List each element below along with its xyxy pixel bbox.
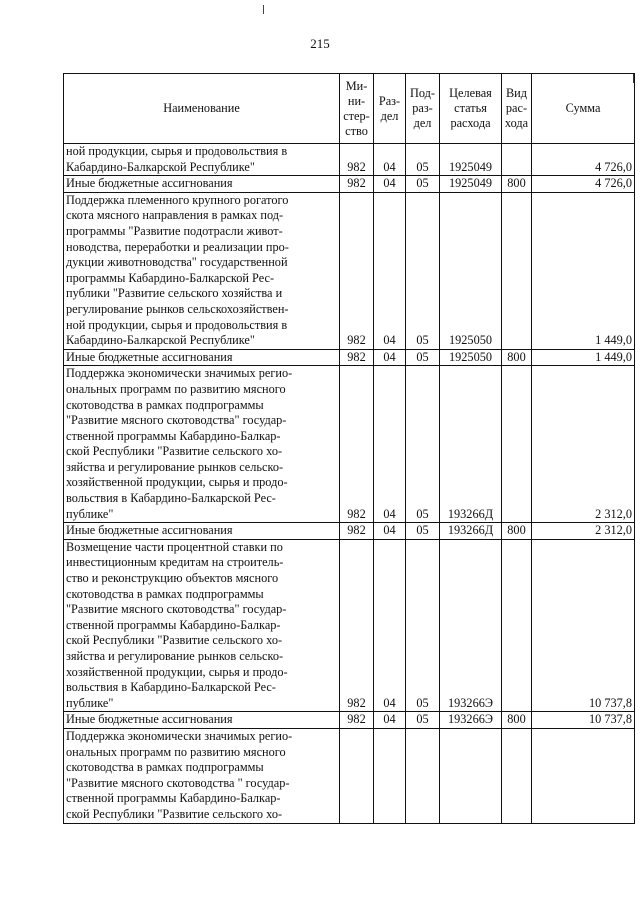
cell-name: ной продукции, сырья и продовольствия в Кабардино-Балкарской Республике" (64, 144, 340, 176)
header-expense-type: Вид рас- хода (502, 74, 532, 144)
table-row (64, 144, 635, 176)
cell-expense-type (502, 728, 532, 823)
cell-name: Поддержка племенного крупного рогатого скота мясного направления в рамках под- программы "Развитие подотрасли живот- новодства, переработки и реализации про- дукции животноводства" государственной программы Кабардино-Балкарской Рес- публики "Развитие сельского хозяйства и регулирование рынков сельскохозяйствен- ной продукции, сырья и продовольствия в Кабардино-Балкарской Республике" (64, 192, 340, 349)
cell-expense-type: 800 (502, 176, 532, 193)
cell-name: Поддержка экономически значимых регио- ональных программ по развитию мясного скотоводства в рамках подпрограммы "Развитие мясного скотоводства" государ- ственной программы Кабардино-Балкар- ской Республики "Развитие сельского хо- зяйства и регулирование рынков сельско- хозяйственной продукции, сырья и продо- вольствия в Кабардино-Балкарской Рес- публике" (64, 366, 340, 523)
cell-amount: 10 737,8 (532, 539, 635, 712)
table-row (64, 349, 635, 366)
table-row (64, 192, 635, 349)
table-row (64, 176, 635, 193)
cell-name: Возмещение части процентной ставки по инвестиционным кредитам на строитель- ство и реконструкцию объектов мясного скотоводства в рамках подпрограммы "Развитие мясного скотоводства" государ- ственной программы Кабардино-Балкар- ской Республики "Развитие сельского хо- зяйства и регулирование рынков сельско- хозяйственной продукции, сырья и продо- вольствия в Кабардино-Балкарской Рес- публике" (64, 539, 340, 712)
header-target-article: Целевая статья расхода (440, 74, 502, 144)
cell-ministry: 982 (340, 176, 374, 193)
table-row (64, 523, 635, 540)
cell-section (374, 728, 406, 823)
header-section: Раз- дел (374, 74, 406, 144)
cell-amount: 2 312,0 (532, 366, 635, 523)
table-header-row (64, 74, 635, 144)
header-ministry: Ми- ни- стер- ство (340, 74, 374, 144)
cell-expense-type (502, 144, 532, 176)
header-subsection: Под- раз- дел (406, 74, 440, 144)
table-row (64, 539, 635, 712)
cell-amount: 1 449,0 (532, 192, 635, 349)
table-row (64, 366, 635, 523)
cell-subsection: 05 (406, 712, 440, 729)
cell-subsection: 05 (406, 144, 440, 176)
cell-target-article: 1925049 (440, 176, 502, 193)
cell-target-article: 1925050 (440, 192, 502, 349)
header-amount: Сумма (532, 74, 635, 144)
cell-section: 04 (374, 144, 406, 176)
cell-amount: 2 312,0 (532, 523, 635, 540)
cell-name: Иные бюджетные ассигнования (64, 176, 340, 193)
cell-expense-type (502, 539, 532, 712)
cell-target-article: 193266Э (440, 539, 502, 712)
cell-subsection: 05 (406, 192, 440, 349)
cell-amount: 1 449,0 (532, 349, 635, 366)
cell-ministry: 982 (340, 523, 374, 540)
cell-name: Иные бюджетные ассигнования (64, 523, 340, 540)
cell-ministry: 982 (340, 539, 374, 712)
cell-subsection: 05 (406, 523, 440, 540)
cell-ministry: 982 (340, 366, 374, 523)
cell-target-article: 193266Э (440, 712, 502, 729)
cell-expense-type: 800 (502, 712, 532, 729)
cell-ministry: 982 (340, 349, 374, 366)
cell-section: 04 (374, 192, 406, 349)
cell-expense-type: 800 (502, 349, 532, 366)
budget-table (63, 73, 635, 824)
cell-expense-type: 800 (502, 523, 532, 540)
cell-amount: 4 726,0 (532, 176, 635, 193)
cell-ministry: 982 (340, 144, 374, 176)
cell-section: 04 (374, 712, 406, 729)
table-row (64, 728, 635, 823)
scan-artifact-mark (263, 5, 264, 14)
cell-section: 04 (374, 523, 406, 540)
cell-target-article: 193266Д (440, 366, 502, 523)
cell-name: Иные бюджетные ассигнования (64, 712, 340, 729)
cell-ministry (340, 728, 374, 823)
cell-section: 04 (374, 349, 406, 366)
cell-subsection: 05 (406, 366, 440, 523)
cell-target-article (440, 728, 502, 823)
cell-ministry: 982 (340, 712, 374, 729)
page-number: 215 (310, 36, 330, 51)
cell-subsection: 05 (406, 176, 440, 193)
cell-target-article: 193266Д (440, 523, 502, 540)
cell-ministry: 982 (340, 192, 374, 349)
cell-subsection: 05 (406, 349, 440, 366)
cell-name: Иные бюджетные ассигнования (64, 349, 340, 366)
cell-name: Поддержка экономически значимых регио- ональных программ по развитию мясного скотоводства в рамках подпрограммы "Развитие мясного скотоводства " государ- ственной программы Кабардино-Балкар- ской Республики "Развитие сельского хо- (64, 728, 340, 823)
header-name: Наименование (64, 74, 340, 144)
cell-amount: 10 737,8 (532, 712, 635, 729)
cell-subsection: 05 (406, 539, 440, 712)
cell-section: 04 (374, 539, 406, 712)
cell-target-article: 1925049 (440, 144, 502, 176)
cell-subsection (406, 728, 440, 823)
cell-expense-type (502, 192, 532, 349)
cell-section: 04 (374, 176, 406, 193)
cell-expense-type (502, 366, 532, 523)
cell-section: 04 (374, 366, 406, 523)
table-row (64, 712, 635, 729)
cell-target-article: 1925050 (440, 349, 502, 366)
table-body (64, 144, 635, 824)
cell-amount (532, 728, 635, 823)
cell-amount: 4 726,0 (532, 144, 635, 176)
